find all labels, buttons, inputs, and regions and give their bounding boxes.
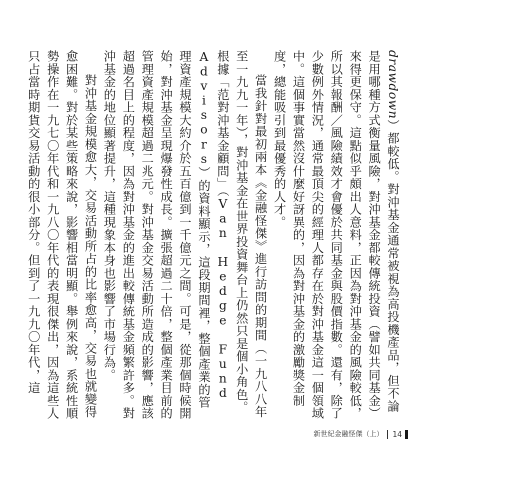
body-text — [24, 50, 402, 420]
page-number: 14 — [392, 429, 402, 439]
paragraph-1 — [270, 50, 402, 420]
paragraph-2: 當我針對最初兩本《金融怪傑》進行訪問的期間（一九八八年至一九九一年），對沖基金在世界投資舞台上仍然只是個小角色。根據「范對沖基金顧問」（Van Hedge Fund Advisors）的資料顯示，這段期間裡，整個產業的管理資產規模大約介於五百億到一千億元之間。可是，從那個時候開始，對沖基金呈現爆發性成長。擴張超過二十倍，整個產業目前的管理資產規模超過二兆元。對沖基金交易活動所造成的影響，應該超過名目上的程度，因為對沖基金的進出較傳統基金頻繁許多。對沖基金的地位顯著提升，這種現象本身也影響了市場行為。 — [102, 50, 268, 420]
latin-term: drawdown — [386, 50, 400, 120]
page-marker-bar — [405, 430, 408, 439]
book-title: 新世紀金融怪傑（上） — [313, 430, 384, 438]
footer-divider — [387, 430, 388, 439]
page-footer — [313, 429, 408, 439]
paragraph-3: 對沖基金規模愈大，交易活動所占的比率愈高，交易也就變得愈困難。對於某些策略來說，影響相當明顯。舉例來說，系統性順勢操作在一九七〇年代和一九八〇年代的表現很傑出，因為這些人只占當時期貨交易活動的很小部分。但到了一九九〇年代，這 — [26, 50, 98, 420]
paragraph-1-text: ）都較低。對沖基金通常被視為高投機產品，但不論是用哪種方式衡量風險，對沖基金都較傳統投資（譬如共同基金）來得更保守。這點似乎頗出人意料，正因為對沖基金的風險較低，所以其報酬／風險績效才會優於共同基金與股價指數。還有，除了少數例外情況，通常最頂尖的經理人都存在於對沖基金這一個領域中。這個事實當然沒什麼好訝異的，因為對沖基金的激勵獎金制度，總能吸引到最優秀的人才。 — [272, 50, 400, 420]
